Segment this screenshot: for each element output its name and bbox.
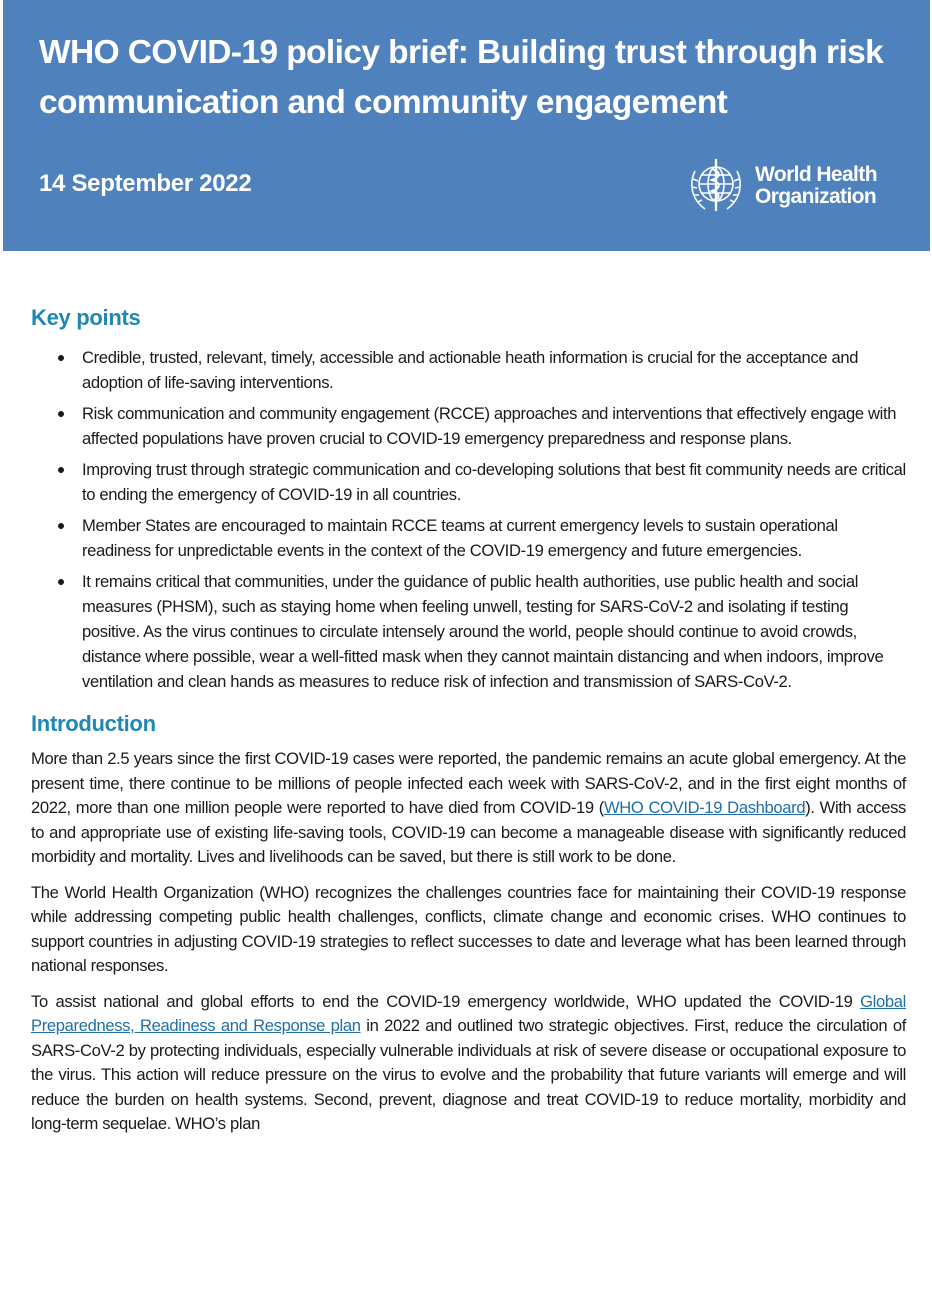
bullet-icon: [58, 579, 64, 585]
paragraph-text: in 2022 and outlined two strategic objectives. First, reduce the circulation of SARS-CoV-2 by protecting individuals, especially vulnerable individuals at risk of severe disease or occupational exposure to the virus. This action will reduce pressure on the virus to evolve and the probability that future variants will emerge and will reduce the burden on health systems. Second, prevent, diagnose and treat COVID-19 to reduce mortality, morbidity and long-term sequelae. WHO’s plan: [31, 1016, 906, 1133]
key-point-text: It remains critical that communities, under the guidance of public health authorities, use public health and social measures (PHSM), such as staying home when feeling unwell, testing for SARS-CoV-2 and isolating if testing positive. As the virus continues to circulate intensely around the world, people should continue to avoid crowds, distance where possible, wear a well-fitted mask when they cannot maintain distancing and when indoors, improve ventilation and clean hands as measures to reduce risk of infection and transmission of SARS-CoV-2.: [82, 572, 884, 691]
introduction-heading: Introduction: [31, 711, 156, 736]
bullet-icon: [58, 467, 64, 473]
preparedness-plan-link[interactable]: Global Preparedness, Readiness and Response plan: [31, 991, 906, 1035]
key-point-item: [31, 569, 906, 694]
key-point-item: [31, 401, 906, 451]
bullet-icon: [58, 355, 64, 361]
paragraph-text: More than 2.5 years since the first COVID-19 cases were reported, the pandemic remains an acute global emergency. At the present time, there continue to be millions of people infected each week with SARS-CoV-2, and in the first eight months of 2022, more than one million people were reported to have died from COVID-19 (: [31, 749, 906, 817]
bullet-icon: [58, 523, 64, 529]
key-point-text: Member States are encouraged to maintain RCCE teams at current emergency levels to sustain operational readiness for unpredictable events in the context of the COVID-19 emergency and future emergencies.: [82, 516, 838, 560]
who-dashboard-link[interactable]: WHO COVID-19 Dashboard: [603, 798, 806, 817]
key-point-text: Improving trust through strategic communication and co-developing solutions that best fit community needs are critical to ending the emergency of COVID-19 in all countries.: [82, 460, 906, 504]
intro-paragraph-1: [31, 747, 906, 870]
who-wordmark: [755, 164, 877, 208]
who-wordmark-line1: World Health: [755, 163, 877, 186]
who-emblem-icon: [683, 153, 749, 219]
document-title: WHO COVID-19 policy brief: Building trust through risk communication and community engagement: [39, 34, 884, 121]
intro-paragraph-3: [31, 990, 906, 1137]
paragraph-text: ). With access to and appropriate use of existing life-saving tools, COVID-19 can become a manageable disease with significantly reduced morbidity and mortality. Lives and livelihoods can be saved, but there is still work to be done.: [31, 798, 906, 866]
publication-date: 14 September 2022: [39, 170, 252, 197]
key-point-text: Risk communication and community engagement (RCCE) approaches and interventions that effectively engage with affected populations have proven crucial to COVID-19 emergency preparedness and response plans.: [82, 404, 897, 448]
paragraph-text: To assist national and global efforts to end the COVID-19 emergency worldwide, WHO updated the COVID-19: [31, 991, 861, 1011]
key-points-heading: Key points: [31, 305, 141, 330]
bullet-icon: [58, 411, 64, 417]
title-banner: [3, 0, 930, 251]
who-logo: [683, 153, 877, 219]
key-point-item: [31, 457, 906, 507]
key-points-list: [31, 345, 906, 694]
key-point-text: Credible, trusted, relevant, timely, accessible and actionable heath information is crucial for the acceptance and adoption of life-saving interventions.: [82, 348, 859, 392]
intro-paragraph-2: The World Health Organization (WHO) recognizes the challenges countries face for maintaining their COVID-19 response while addressing competing public health challenges, conflicts, climate change and economic crises. WHO continues to support countries in adjusting COVID-19 strategies to reflect successes to date and leverage what has been learned through national responses.: [31, 882, 906, 975]
key-point-item: [31, 345, 906, 395]
document-body: [31, 305, 906, 1137]
who-wordmark-line2: Organization: [755, 185, 877, 208]
key-point-item: [31, 513, 906, 563]
